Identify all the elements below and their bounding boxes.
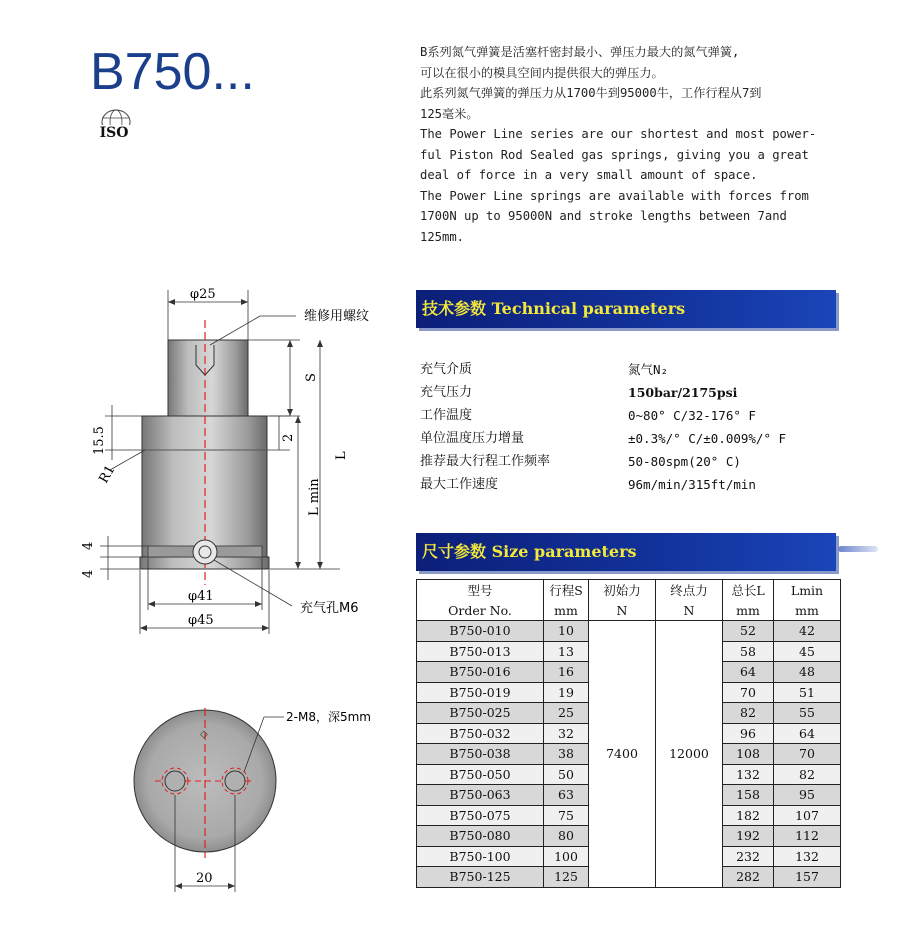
length-cell: 132: [723, 764, 774, 785]
technical-parameters-banner: 技术参数 Technical parameters: [416, 290, 836, 328]
stroke-cell: 38: [544, 744, 589, 765]
stroke-cell: 19: [544, 682, 589, 703]
technical-label: 最大工作速度: [420, 477, 499, 492]
lmin-cell: 112: [774, 826, 841, 847]
intro-text: [420, 42, 850, 247]
length-cell: 232: [723, 846, 774, 867]
intro-line: The Power Line series are our shortest and most power-: [420, 127, 817, 141]
dim-lmin: L min: [307, 478, 322, 516]
technical-label: 单位温度压力增量: [420, 431, 525, 446]
size-table: [416, 579, 841, 888]
stroke-cell: 100: [544, 846, 589, 867]
lmin-cell: 48: [774, 662, 841, 683]
thread-note: 维修用螺纹: [304, 309, 370, 324]
column-header: 型号: [417, 580, 544, 601]
dim-phi41: φ41: [188, 589, 214, 604]
technical-value: 96m/min/315ft/min: [628, 477, 756, 492]
initial-force-cell: 7400: [589, 621, 656, 888]
table-row: [417, 621, 841, 642]
lmin-cell: 157: [774, 867, 841, 888]
intro-line: 此系列氮气弹簧的弹压力从1700牛到95000牛，工作行程从7到: [420, 86, 762, 100]
technical-drawing: [0, 0, 410, 936]
lmin-cell: 55: [774, 703, 841, 724]
end-force-cell: 12000: [656, 621, 723, 888]
intro-line: 可以在很小的模具空间内提供很大的弹压力。: [420, 65, 664, 80]
order-cell: B750-063: [417, 785, 544, 806]
column-header: 总长L: [723, 580, 774, 601]
length-cell: 96: [723, 723, 774, 744]
technical-parameters-list: [420, 358, 840, 496]
intro-line: 1700N up to 95000N and stroke lengths between 7and: [420, 209, 787, 223]
column-unit: N: [589, 600, 656, 621]
intro-line: deal of force in a very small amount of space.: [420, 168, 758, 182]
length-cell: 182: [723, 805, 774, 826]
order-cell: B750-075: [417, 805, 544, 826]
fill-port-circle: [193, 540, 217, 564]
stroke-cell: 50: [544, 764, 589, 785]
technical-label: 工作温度: [420, 408, 473, 423]
length-cell: 192: [723, 826, 774, 847]
stroke-cell: 125: [544, 867, 589, 888]
order-cell: B750-032: [417, 723, 544, 744]
length-cell: 108: [723, 744, 774, 765]
mount-hole-left: [165, 771, 185, 791]
lmin-cell: 70: [774, 744, 841, 765]
order-cell: B750-038: [417, 744, 544, 765]
stroke-cell: 25: [544, 703, 589, 724]
length-cell: 158: [723, 785, 774, 806]
dim-20: 20: [196, 871, 213, 886]
order-cell: B750-016: [417, 662, 544, 683]
order-cell: B750-100: [417, 846, 544, 867]
technical-row: [420, 381, 840, 404]
svg-text:ISO: ISO: [99, 125, 129, 141]
lmin-cell: 64: [774, 723, 841, 744]
column-header: 初始力: [589, 580, 656, 601]
intro-line: B系列氮气弹簧是活塞杆密封最小、弹压力最大的氮气弹簧,: [420, 45, 740, 59]
stroke-cell: 32: [544, 723, 589, 744]
lmin-cell: 51: [774, 682, 841, 703]
dim-r1: R1: [96, 462, 119, 486]
intro-line: 125毫米。: [420, 106, 479, 121]
lmin-cell: 45: [774, 641, 841, 662]
order-cell: B750-125: [417, 867, 544, 888]
dim-4b: 4: [81, 569, 96, 578]
order-cell: B750-019: [417, 682, 544, 703]
lmin-cell: 82: [774, 764, 841, 785]
fill-port-note: 充气孔M6: [300, 601, 359, 616]
length-cell: 58: [723, 641, 774, 662]
length-cell: 70: [723, 682, 774, 703]
bottom-thread-note: 2-M8，深5mm: [286, 710, 371, 724]
piston-rod: [168, 340, 248, 418]
dim-4a: 4: [81, 541, 96, 550]
intro-line: 125mm.: [420, 229, 465, 244]
technical-value: 50-80spm(20° C): [628, 454, 741, 469]
dim-2: 2: [281, 433, 296, 442]
svg-text:◇: ◇: [200, 729, 208, 740]
order-cell: B750-050: [417, 764, 544, 785]
technical-row: [420, 427, 840, 450]
lmin-cell: 42: [774, 621, 841, 642]
technical-row: [420, 450, 840, 473]
dim-s: S: [304, 373, 319, 382]
length-cell: 64: [723, 662, 774, 683]
column-unit: mm: [774, 600, 841, 621]
decorative-accent: [838, 546, 878, 552]
technical-row: [420, 358, 840, 381]
side-view: [81, 287, 369, 634]
technical-value: ±0.3%/° C/±0.009%/° F: [628, 431, 787, 446]
order-cell: B750-010: [417, 621, 544, 642]
stroke-cell: 16: [544, 662, 589, 683]
dim-l: L: [334, 451, 349, 460]
page-title: B750...: [90, 43, 255, 101]
mount-hole-right: [225, 771, 245, 791]
length-cell: 282: [723, 867, 774, 888]
order-cell: B750-080: [417, 826, 544, 847]
column-header: 终点力: [656, 580, 723, 601]
intro-line: The Power Line springs are available with forces from: [420, 188, 809, 203]
technical-label: 充气压力: [420, 385, 473, 400]
stroke-cell: 80: [544, 826, 589, 847]
length-cell: 82: [723, 703, 774, 724]
lmin-cell: 95: [774, 785, 841, 806]
stroke-cell: 10: [544, 621, 589, 642]
length-cell: 52: [723, 621, 774, 642]
technical-row: [420, 404, 840, 427]
dim-15-5: 15.5: [92, 426, 107, 455]
technical-value: 0~80° C/32-176° F: [628, 408, 756, 423]
lmin-cell: 107: [774, 805, 841, 826]
technical-value: 150bar/2175psi: [628, 385, 738, 400]
technical-value: 氮气N₂: [628, 362, 669, 377]
technical-label: 充气介质: [420, 362, 473, 377]
dim-phi25: φ25: [190, 287, 216, 302]
dim-phi45: φ45: [188, 613, 214, 628]
column-unit: Order No.: [417, 600, 544, 621]
stroke-cell: 63: [544, 785, 589, 806]
order-cell: B750-013: [417, 641, 544, 662]
column-unit: mm: [723, 600, 774, 621]
bottom-view: [134, 708, 371, 892]
column-header: Lmin: [774, 580, 841, 601]
technical-row: [420, 473, 840, 496]
column-unit: N: [656, 600, 723, 621]
stroke-cell: 13: [544, 641, 589, 662]
size-parameters-banner: 尺寸参数 Size parameters: [416, 533, 836, 571]
intro-line: ful Piston Rod Sealed gas springs, giving you a great: [420, 147, 809, 162]
order-cell: B750-025: [417, 703, 544, 724]
technical-label: 推荐最大行程工作频率: [420, 454, 551, 469]
stroke-cell: 75: [544, 805, 589, 826]
lmin-cell: 132: [774, 846, 841, 867]
column-unit: mm: [544, 600, 589, 621]
column-header: 行程S: [544, 580, 589, 601]
